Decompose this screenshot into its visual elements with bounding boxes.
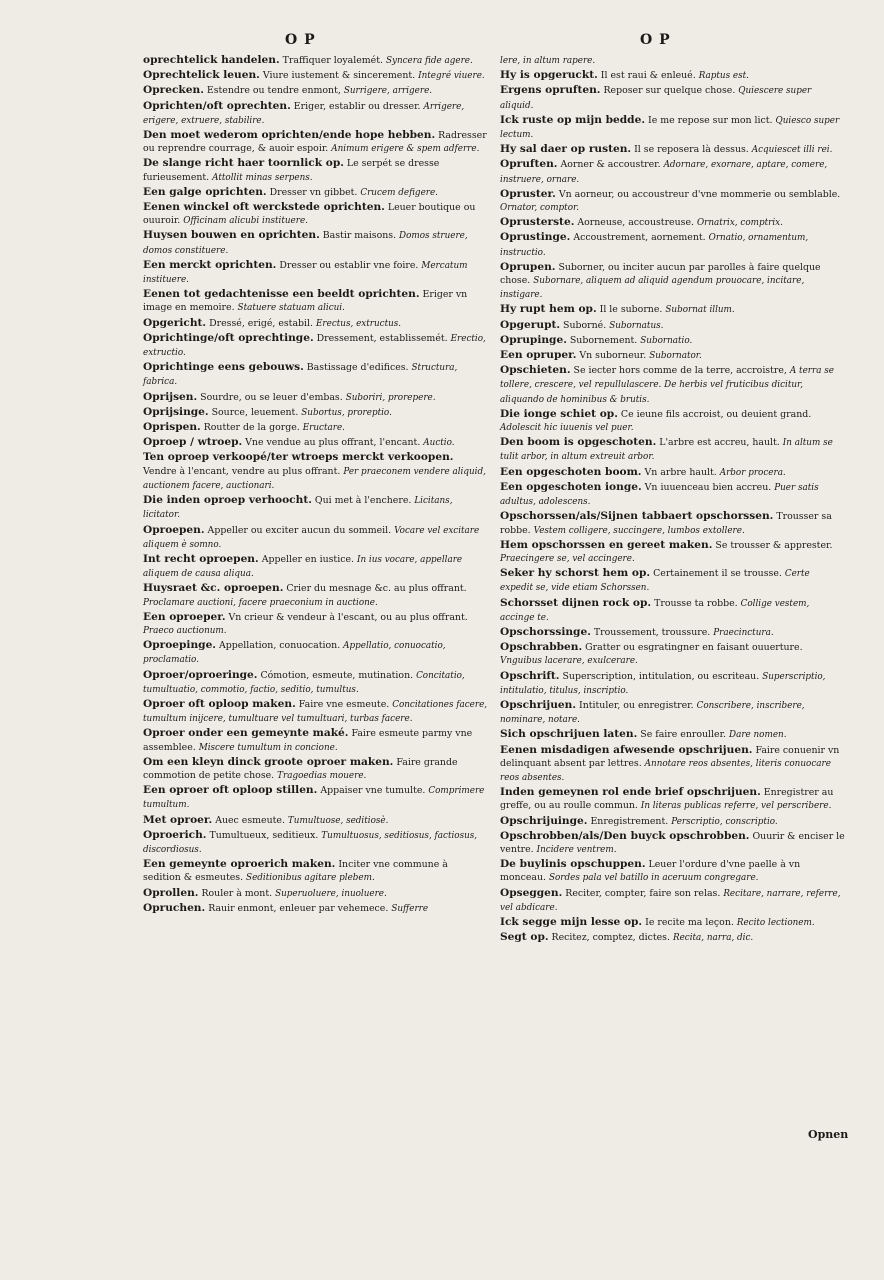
latin-gloss: Integré viuere. [418,71,485,82]
dictionary-entry [500,830,845,857]
headword: Oproer/oproeringe. [143,668,258,681]
running-head-left: O P [285,32,316,48]
headword: Opschrobben/als/Den buyck opschrobben. [500,829,750,842]
latin-gloss: Superuoluere, inuoluere. [275,888,387,899]
dictionary-entry [143,902,488,916]
dictionary-entry [143,391,488,405]
latin-gloss: Vestem colligere, succingere, lumbos extollere. [533,525,745,536]
french-gloss: Ie me repose sur mon lict. [648,114,773,126]
dictionary-entry [143,229,488,257]
headword: Een galge oprichten. [143,185,267,198]
catchword: Opnen [808,1128,849,1141]
french-gloss: Eriger, establir ou dresser. [293,100,421,112]
headword: Oprustinge. [500,231,571,244]
headword: oprechtelick handelen. [143,54,280,66]
latin-gloss: Subornatio. [640,335,693,346]
latin-gloss: Quiescere super aliquid. [500,86,812,111]
headword: Opruster. [500,187,556,200]
latin-gloss: Subornatus. [609,320,664,331]
latin-gloss: Surrigere, arrigere. [343,86,433,97]
latin-gloss: Tumultuosus, seditiosus, factiosus, discordiosus. [143,830,478,855]
french-gloss: Vn iuuenceau bien accreu. [644,481,772,493]
french-gloss: Trousse ta robbe. [654,597,738,609]
headword: Een oproeper. [143,610,226,623]
dictionary-entry [143,436,488,450]
latin-gloss: Comprimere tumultum. [143,786,485,811]
headword: Hy is opgeruckt. [500,69,598,82]
latin-gloss: Licitans, licitator. [143,496,453,521]
french-gloss: Traffiquer loyalemét. [282,55,383,66]
dictionary-entry [500,728,845,742]
headword: Ten oproep verkoopé/ter wtroeps merckt verkoopen. [143,451,454,464]
french-gloss: Crier du mesnage &c. au plus offrant. [286,583,467,595]
french-gloss: Vn aorneur, ou accoustreur d'vne mommerie ou semblable. [558,188,841,200]
headword: Huysraet &c. oproepen. [143,582,284,595]
french-gloss: Il le suborne. [599,304,663,316]
headword: Een oproer oft oploop stillen. [143,784,318,797]
latin-gloss: Tragoedias mouere. [277,770,367,781]
dictionary-entry [500,143,845,157]
dictionary-entry [500,670,845,698]
headword: Opschorssinge. [500,625,591,638]
headword: Seker hy schorst hem op. [500,567,651,580]
french-gloss: Troussement, troussure. [593,626,711,638]
latin-gloss: Suboriri, prorepere. [345,392,436,403]
french-gloss: Inciter vne commune à sedition & esmeutes. [143,859,448,884]
latin-gloss: Erectus, extructus. [316,318,402,329]
dictionary-entry [500,231,845,259]
dictionary-entry [143,582,488,609]
french-gloss: Vendre à l'encant, vendre au plus offrant. [143,465,341,477]
french-gloss: Aorner & accoustrer. [560,159,661,171]
headword: Oproer oft oploop maken. [143,697,296,710]
dictionary-entry [143,100,488,128]
french-gloss: Bastissage d'edifices. [306,362,409,374]
french-gloss: Se trousser & apprester. [715,539,833,551]
headword: Hy sal daer op rusten. [500,143,632,156]
headword: Eenen misdadigen afwesende opschrijuen. [500,743,753,756]
french-gloss: Vn suborneur. [579,350,647,362]
headword: Een opruper. [500,349,577,362]
latin-gloss: Statuere statuam alicui. [237,303,345,314]
dictionary-entry [143,186,488,200]
latin-gloss: Superscriptio, intitulatio, titulus, inscriptio. [500,671,826,696]
french-gloss: Faire conuenir vn delinquant absent par lettres. [500,744,840,769]
headword: Opschorssen/als/Sijnen tabbaert opschorssen. [500,510,774,523]
french-gloss: Ce ieune fils accroist, ou deuient grand. [620,408,812,420]
headword: Een merckt oprichten. [143,258,277,271]
dictionary-entry [143,553,488,581]
dictionary-entry [143,887,488,901]
headword: De buylinis opschuppen. [500,858,646,871]
latin-gloss: Incidere ventrem. [536,844,617,855]
latin-gloss: Adornare, exornare, aptare, comere, instruere, ornare. [500,160,828,185]
headword: Opschrijuinge. [500,814,588,827]
french-gloss: Il est raui & enleué. [600,70,696,82]
headword: Ergens opruften. [500,84,601,97]
dictionary-entry [143,524,488,552]
latin-gloss: Conscribere, inscribere, nominare, notare. [500,700,805,726]
headword: Opgerupt. [500,318,561,331]
running-head-right: O P [640,32,671,48]
french-gloss: Intituler, ou enregistrer. [579,699,694,711]
dictionary-entry [143,698,488,726]
latin-gloss: Certe expedit se, vide etiam Schorssen. [500,569,810,594]
headword: Hem opschorssen en gereet maken. [500,538,713,551]
left-column [143,54,488,917]
headword: Ick segge mijn lesse op. [500,915,643,928]
dictionary-entry [143,69,488,83]
french-gloss: Radresser ou reprendre courrage, & auoir espoir. [143,130,487,155]
latin-gloss: Sufferre [391,903,429,914]
latin-gloss: Per praeconem vendere aliquid, auctionem facere, auctionari. [143,466,486,491]
french-gloss: Reciter, compter, faire son relas. [565,887,721,899]
latin-gloss: Acquiescet illi rei. [751,145,833,156]
headword: Een opgeschoten ionge. [500,480,642,493]
french-gloss: Dresser vn gibbet. [269,186,358,198]
latin-gloss: Recita, narra, dic. [672,933,754,944]
headword: Oprichten/oft oprechten. [143,99,291,112]
headword: Opgericht. [143,316,207,329]
french-gloss: Se iecter hors comme de la terre, accroistre, [573,365,787,377]
latin-gloss: Ornatio, ornamentum, instructio. [500,233,809,258]
latin-gloss: Domos struere, domos constituere. [143,231,468,256]
latin-gloss: Adolescit hic iuuenis vel puer. [500,423,634,434]
dictionary-entry [500,84,845,112]
latin-gloss: In ius vocare, appellare aliquem de causa aliqua. [143,554,463,580]
french-gloss: Enregistrement. [590,815,669,827]
headword: Oprijsen. [143,390,198,403]
dictionary-entry [500,786,845,813]
french-gloss: Vn arbre hault. [644,466,717,478]
dictionary-entry [143,814,488,828]
headword: Die ionge schiet op. [500,407,618,420]
dictionary-entry [500,334,845,348]
dictionary-entry [143,421,488,435]
dictionary-entry [143,84,488,98]
french-gloss: Le serpét se dresse furieusement. [143,158,440,183]
headword: Oprechtelick leuen. [143,69,260,82]
latin-gloss: Recito lectionem. [736,917,815,928]
french-gloss: Cómotion, esmeute, mutination. [260,669,414,681]
latin-gloss: Recitare, narrare, referre, vel abdicare. [500,888,841,913]
french-gloss: Trousser sa robbe. [500,511,832,536]
latin-gloss: Perscriptio, conscriptio. [671,816,778,827]
french-gloss: Superscription, intitulation, ou escriteau. [562,670,760,682]
french-gloss: Eriger vn image en memoire. [143,289,468,314]
dictionary-entry [500,916,845,930]
headword: Om een kleyn dinck groote oproer maken. [143,755,394,768]
headword: Oproer onder een gemeynte maké. [143,727,349,740]
latin-gloss: Crucem defigere. [360,187,438,198]
french-gloss: Subornement. [569,334,638,346]
dictionary-entry [500,567,845,595]
french-gloss: Vn crieur & vendeur à l'escant, ou au plus offrant. [228,611,468,623]
dictionary-entry [500,364,845,407]
french-gloss: Certainement il se trousse. [653,568,782,580]
dictionary-entry [500,641,845,668]
latin-gloss: Subornator. [649,351,702,362]
headword: Een gemeynte oproerich maken. [143,858,336,871]
headword: Oproerich. [143,828,207,841]
french-gloss: Ouurir & enciser le ventre. [500,830,845,855]
dictionary-entry [143,639,488,667]
dictionary-entry [500,261,845,303]
latin-gloss: In literas publicas referre, vel perscribere. [640,801,832,812]
french-gloss: Dresser ou establir vne foire. [279,259,419,271]
latin-gloss: Vocare vel excitare aliquem è somno. [143,525,480,550]
french-gloss: Faire grande commotion de petite chose. [143,756,458,781]
dictionary-entry [143,756,488,783]
latin-gloss: Syncera fide agere. [385,56,473,66]
headword: Ick ruste op mijn bedde. [500,113,646,126]
latin-gloss: Eructare. [302,423,345,434]
french-gloss: Enregistrer au greffe, ou au roulle commun. [500,787,834,812]
headword: Oprichtinge eens gebouws. [143,361,304,374]
headword: Eenen winckel oft werckstede oprichten. [143,201,385,214]
dictionary-entry [500,597,845,625]
headword: Sich opschrijuen laten. [500,728,638,741]
latin-gloss: Structura, fabrica. [143,363,458,388]
latin-gloss: Mercatum instituere. [143,260,468,286]
french-gloss: Tumultueux, seditieux. [209,829,319,841]
latin-gloss: Praeco auctionum. [143,625,227,636]
latin-gloss: Seditionibus agitare plebem. [246,873,375,884]
headword: Den moet wederom oprichten/ende hope hebben. [143,129,436,142]
french-gloss: Appellation, conuocation. [218,640,341,652]
french-gloss: Accoustrement, aornement. [573,232,706,244]
french-gloss: Faire vne esmeute. [298,698,390,710]
headword: Den boom is opgeschoten. [500,436,657,449]
french-gloss: Appaiser vne tumulte. [320,785,426,797]
dictionary-entry [500,858,845,885]
headword: Oproep / wtroep. [143,436,243,449]
french-gloss: Suborner, ou inciter aucun par parolles à faire quelque chose. [500,261,821,287]
french-gloss: Vne vendue au plus offrant, l'encant. [245,437,421,449]
latin-gloss: Tumultuose, seditiosè. [287,815,389,826]
latin-gloss: Sordes pala vel batillo in aceruum congregare. [548,873,759,884]
dictionary-entry [500,319,845,333]
dictionary-entry [143,317,488,331]
latin-gloss: Subornare, aliquem ad aliquid agendum prouocare, incitare, instigare. [500,276,805,301]
headword: Die inden oproep verhoocht. [143,494,312,507]
dictionary-entry [500,931,845,945]
french-gloss: Il se reposera là dessus. [634,144,749,156]
latin-gloss: Quiesco super lectum. [500,115,840,141]
headword: Oprupen. [500,260,556,273]
dictionary-entry [500,699,845,727]
dictionary-entry [500,466,845,480]
french-gloss: Suborné. [563,319,607,331]
headword: De slange richt haer toornlick op. [143,157,344,170]
latin-gloss: Collige vestem, accinge te. [500,598,810,623]
dictionary-entry [500,815,845,829]
latin-gloss: Dare nomen. [729,730,787,741]
latin-gloss: A terra se tollere, crescere, vel repullulascere. De herbis vel fruticibus dicitur, aliquando de hominibus & brutis. [500,366,834,405]
dictionary-entry [500,349,845,363]
french-gloss: Leuer boutique ou ouuroir. [143,202,476,227]
french-gloss: Qui met à l'enchere. [314,495,412,507]
dictionary-entry [500,216,845,230]
headword: Opschrijuen. [500,698,577,711]
french-gloss: Recitez, comptez, dictes. [551,932,670,944]
headword: Opseggen. [500,886,563,899]
french-gloss: Aorneuse, accoustreuse. [577,217,694,229]
latin-gloss: Animum erigere & spem adferre. [331,144,480,155]
dictionary-entry [143,611,488,638]
headword: Opruchen. [143,901,206,914]
french-gloss: Se faire enrouller. [640,729,727,741]
latin-gloss: Arrigere, erigere, extruere, stabilire. [143,101,465,126]
latin-gloss: Annotare reos absentes, literis conuocare reos absentes. [500,758,831,783]
dictionary-entry [143,129,488,156]
dictionary-entry [143,54,488,68]
dictionary-entry [143,361,488,389]
headword: Huysen bouwen en oprichten. [143,229,320,242]
headword: Oprollen. [143,886,199,899]
french-gloss: L'arbre est accreu, hault. [659,437,780,449]
french-gloss: Routter de la gorge. [203,422,300,434]
headword: Oprupinge. [500,333,567,346]
latin-gloss: Subornat illum. [665,305,735,316]
headword: Oprijsinge. [143,405,209,418]
latin-gloss: Officinam alicubi instituere. [183,216,308,227]
headword: Opruften. [500,158,558,171]
dictionary-entry [143,201,488,228]
dictionary-entry [500,408,845,435]
latin-gloss: Praecingere se, vel accingere. [500,553,635,564]
latin-gloss: In altum se tulit arbor, in altum extreuit arbor. [500,438,833,463]
latin-gloss: Raptus est. [698,71,749,82]
dictionary-entry [500,436,845,464]
latin-gloss: lere, in altum rapere. [500,56,596,66]
dictionary-entry [500,510,845,537]
french-gloss: Leuer l'ordure d'vne paelle à vn monceau. [500,859,801,884]
dictionary-entry [143,406,488,420]
headword: Segt op. [500,931,549,944]
french-gloss: Appeller ou exciter aucun du sommeil. [207,524,392,536]
headword: Schorsset dijnen rock op. [500,596,652,609]
french-gloss: Viure iustement & sincerement. [262,70,416,82]
dictionary-entry [500,744,845,786]
latin-gloss: Miscere tumultum in concione. [198,742,338,753]
latin-gloss: Proclamare auctioni, facere praeconium in auctione. [143,597,378,608]
french-gloss: Source, leuement. [211,406,299,418]
french-gloss: Faire esmeute parmy vne assemblee. [143,728,473,753]
dictionary-entry [143,494,488,522]
french-gloss: Bastir maisons. [322,230,397,242]
latin-gloss: Subortus, proreptio. [301,407,392,418]
dictionary-entry [143,332,488,360]
dictionary-entry [143,288,488,315]
french-gloss: Dressement, establissemét. [316,332,448,344]
dictionary-entry [143,669,488,697]
latin-gloss: Puer satis adultus, adolescens. [500,482,819,508]
headword: Int recht oproepen. [143,552,259,565]
dictionary-entry [143,157,488,184]
headword: Een opgeschoten boom. [500,465,642,478]
french-gloss: Rauir enmont, enleuer par vehemece. [208,902,389,914]
latin-gloss: Concitatio, tumultuatio, commotio, factio, seditio, tumultus. [143,670,465,695]
headword: Hy rupt hem op. [500,303,597,316]
latin-gloss: Appellatio, conuocatio, proclamatio. [143,641,446,666]
headword: Opschrabben. [500,641,583,654]
latin-gloss: Arbor procera. [719,467,786,478]
latin-gloss: Erectio, extructio. [143,333,486,359]
latin-gloss: Ornator, comptor. [500,203,580,214]
headword: Inden gemeynen rol ende brief opschrijuen. [500,786,761,799]
headword: Opschieten. [500,364,571,377]
latin-gloss: Ornatrix, comptrix. [696,218,783,229]
french-gloss: Rouler à mont. [201,887,273,899]
french-gloss: Estendre ou tendre enmont, [206,85,341,97]
french-gloss: Gratter ou esgratingner en faisant ouuerture. [585,642,803,654]
dictionary-entry [500,114,845,142]
headword: Eenen tot gedachtenisse een beeldt oprichten. [143,288,420,301]
dictionary-entry [500,481,845,509]
dictionary-entry [500,303,845,317]
headword: Met oproer. [143,813,213,826]
dictionary-entry [500,887,845,915]
headword: Oproepen. [143,523,205,536]
french-gloss: Appeller en iustice. [261,553,354,565]
dictionary-entry [500,69,845,83]
headword: Opschrift. [500,669,560,682]
latin-gloss: Attollit minas serpens. [212,172,313,183]
dictionary-entry [143,829,488,857]
dictionary-entry [500,188,845,215]
dictionary-entry [143,858,488,885]
headword: Oprispen. [143,421,201,434]
french-gloss: Sourdre, ou se leuer d'embas. [200,391,343,403]
right-column [500,54,845,946]
latin-gloss: Concitationes facere, tumultum inijcere, tumultuare vel tumultuari, turbas facere. [143,699,488,725]
dictionary-entry [143,784,488,812]
dictionary-entry [143,259,488,287]
french-gloss: Ie recite ma leçon. [645,916,734,928]
dictionary-entry [143,727,488,754]
dictionary-entry [500,158,845,186]
headword: Oproepinge. [143,639,216,652]
dictionary-entry [500,626,845,640]
french-gloss: Auec esmeute. [215,814,285,826]
dictionary-entry [500,539,845,566]
french-gloss: Reposer sur quelque chose. [603,85,736,97]
headword: Oprusterste. [500,216,575,229]
latin-gloss: Vnguibus lacerare, exulcerare. [500,656,638,667]
latin-gloss: Praecinctura. [713,627,774,638]
french-gloss: Dressé, erigé, estabil. [209,317,314,329]
dictionary-entry [500,54,845,68]
headword: Oprecken. [143,84,204,97]
headword: Oprichtinge/oft oprechtinge. [143,331,314,344]
dictionary-entry [143,451,488,493]
latin-gloss: Auctio. [423,438,455,449]
